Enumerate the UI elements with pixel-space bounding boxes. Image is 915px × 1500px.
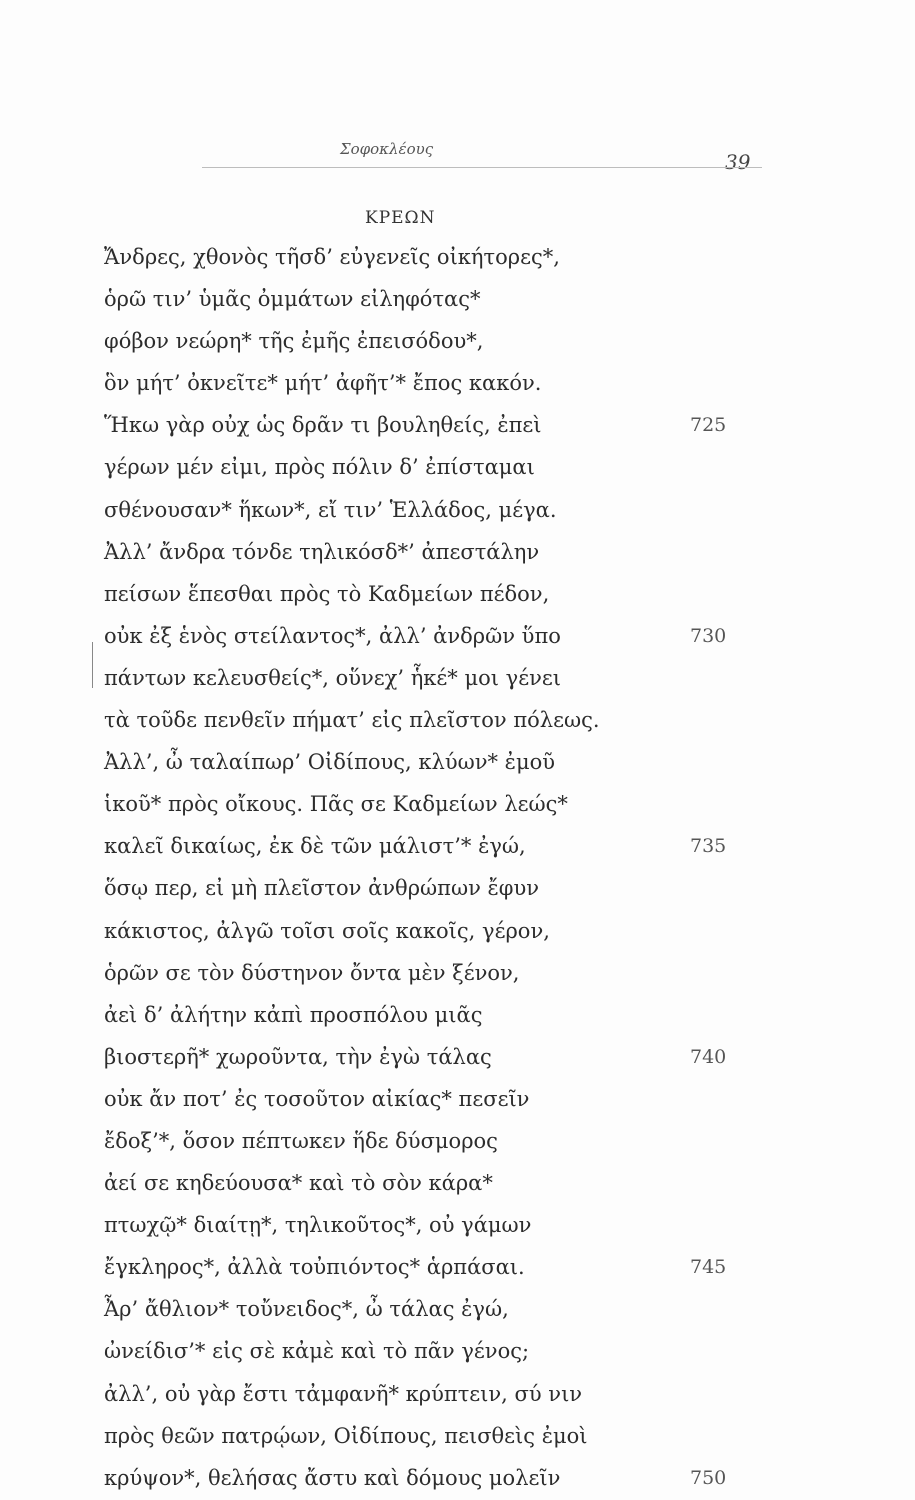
verse-text: ὁρῶν σε τὸν δύστηνον ὄντα μὲν ξένον, [104, 960, 520, 985]
verse-text: πάντων κελευσθείς*, οὕνεχ’ ἧκέ* μοι γένει [104, 665, 561, 690]
line-number: 730 [690, 624, 727, 647]
verse-text: ἔδοξ’*, ὅσον πέπτωκεν ἥδε δύσμορος [104, 1128, 498, 1153]
verse-line [104, 320, 744, 362]
verse-line [104, 404, 744, 446]
running-head: Σοφοκλέους [340, 140, 434, 158]
verse-line [104, 1036, 744, 1078]
verse-line [104, 783, 744, 825]
verse-line [104, 1246, 744, 1288]
verse-text: ἀλλ’, οὐ γὰρ ἔστι τἀμφανῆ* κρύπτειν, σύ νιν [104, 1381, 583, 1406]
verse-line [104, 278, 744, 320]
verse-line [104, 1120, 744, 1162]
verse-line [104, 236, 744, 278]
verse-text: Ἄνδρες, χθονὸς τῆσδ’ εὐγενεῖς οἰκήτορες*, [104, 245, 560, 269]
verse-text: κρύψον*, θελήσας ἄστυ καὶ δόμους μολεῖν [104, 1465, 561, 1490]
verse-text: ὁρῶ τιν’ ὑμᾶς ὀμμάτων εἰληφότας* [104, 287, 481, 312]
verse-text: σθένουσαν* ἥκων*, εἴ τιν’ Ἑλλάδος, μέγα. [104, 497, 557, 522]
verse-text: Ἀλλ’ ἄνδρα τόνδε τηλικόσδ*’ ἀπεστάλην [104, 539, 540, 564]
verse-line [104, 362, 744, 404]
page-number: 39 [725, 150, 751, 174]
verse-text: καλεῖ δικαίως, ἐκ δὲ τῶν μάλιστ’* ἐγώ, [104, 834, 526, 859]
verse-line [104, 1415, 744, 1457]
verse-line [104, 825, 744, 867]
verse-line [104, 699, 744, 741]
verse-line [104, 1204, 744, 1246]
verse-text: ἱκοῦ* πρὸς οἴκους. Πᾶς σε Καδμείων λεώς* [104, 792, 568, 817]
verse-text: ὠνείδισ’* εἰς σὲ κἀμὲ καὶ τὸ πᾶν γένος; [104, 1339, 530, 1364]
verse-line [104, 489, 744, 531]
verse-text: πτωχῷ* διαίτῃ*, τηλικοῦτος*, οὐ γάμων [104, 1213, 532, 1238]
verse-text: ὅσῳ περ, εἰ μὴ πλεῖστον ἀνθρώπων ἔφυν [104, 876, 540, 901]
verse-line [104, 867, 744, 909]
verse-line [104, 1457, 744, 1499]
header-rule [202, 167, 762, 168]
verse-text: οὐκ ἄν ποτ’ ἐς τοσοῦτον αἰκίας* πεσεῖν [104, 1086, 530, 1111]
verse-text: φόβον νεώρη* τῆς ἐμῆς ἐπεισόδου*, [104, 329, 484, 354]
line-number: 725 [690, 414, 727, 437]
verse-line [104, 657, 744, 699]
margin-mark [92, 642, 93, 688]
verse-text: Ἆρ’ ἄθλιον* τοὔνειδος*, ὦ τάλας ἐγώ, [104, 1297, 509, 1322]
verse-line [104, 994, 744, 1036]
speaker-name: ΚΡΕΩΝ [365, 208, 436, 228]
verse-line [104, 573, 744, 615]
verse-text: γέρων μέν εἰμι, πρὸς πόλιν δ’ ἐπίσταμαι [104, 455, 535, 480]
verse-line [104, 1288, 744, 1330]
verse-text: Ἀλλ’, ὦ ταλαίπωρ’ Οἰδίπους, κλύων* ἐμοῦ [104, 750, 555, 775]
verse-line [104, 1078, 744, 1120]
verse-text: ὃν μήτ’ ὀκνεῖτε* μήτ’ ἀφῆτ’* ἔπος κακόν. [104, 371, 542, 396]
verse-text: ἔγκληρος*, ἀλλὰ τοὐπιόντος* ἁρπάσαι. [104, 1255, 525, 1280]
verse-line [104, 952, 744, 994]
line-number: 750 [690, 1466, 727, 1489]
verse-line [104, 1330, 744, 1372]
verse-line [104, 531, 744, 573]
line-number: 735 [690, 835, 727, 858]
verse-line [104, 615, 744, 657]
verse-text: ἀεὶ δ’ ἀλήτην κἀπὶ προσπόλου μιᾶς [104, 1002, 483, 1027]
verse-list [104, 236, 744, 1499]
verse-text: οὐκ ἐξ ἑνὸς στείλαντος*, ἀλλ’ ἀνδρῶν ὕπο [104, 623, 561, 648]
verse-line [104, 1162, 744, 1204]
verse-line [104, 910, 744, 952]
verse-line [104, 1373, 744, 1415]
verse-text: ἀεί σε κηδεύουσα* καὶ τὸ σὸν κάρα* [104, 1171, 493, 1196]
line-number: 745 [690, 1256, 727, 1279]
verse-text: κάκιστος, ἀλγῶ τοῖσι σοῖς κακοῖς, γέρον, [104, 918, 550, 943]
verse-line [104, 446, 744, 488]
verse-text: Ἥκω γὰρ οὐχ ὡς δρᾶν τι βουληθείς, ἐπεὶ [104, 413, 542, 438]
verse-line [104, 741, 744, 783]
verse-text: τὰ τοῦδε πενθεῖν πήματ’ εἰς πλεῖστον πόλεως. [104, 708, 600, 733]
verse-text: βιοστερῆ* χωροῦντα, τὴν ἐγὼ τάλας [104, 1044, 492, 1069]
verse-text: πείσων ἕπεσθαι πρὸς τὸ Καδμείων πέδον, [104, 581, 550, 606]
verse-text: πρὸς θεῶν πατρῴων, Οἰδίπους, πεισθεὶς ἐμοὶ [104, 1423, 588, 1448]
line-number: 740 [690, 1045, 727, 1068]
